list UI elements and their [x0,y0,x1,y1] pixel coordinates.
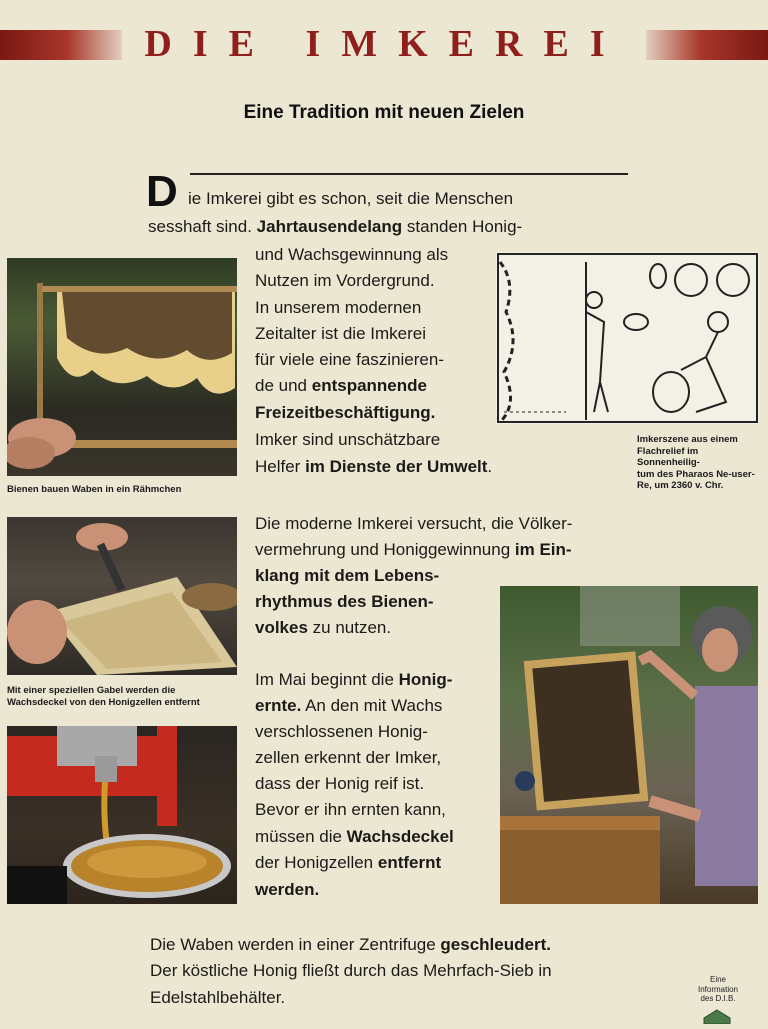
para2-line-1: Die moderne Imkerei versucht, die Völker- [255,514,573,533]
intro-emphasis: Jahrtausendelang [256,217,403,236]
intro-text: . [487,457,493,476]
page-title: DIE IMKEREI [144,23,626,65]
intro-line-5: In unserem modernen [255,298,422,317]
intro-text: sesshaft sind. [148,217,257,236]
caption-relief-line: Imkerszene aus einem [637,434,738,445]
photo-bees-frame [7,258,237,476]
relief-illustration [496,252,759,424]
para2-text: vermehrung und Honiggewinnung [255,540,515,559]
intro-line-4: Nutzen im Vordergrund. [255,271,435,290]
photo-centrifuge [7,726,237,904]
intro-text: Helfer [255,457,306,476]
para3-line-8 [255,850,441,876]
para2-line-3: klang mit dem Lebens- [255,566,440,585]
para3-line-6: Bevor er ihn ernten kann, [255,800,446,819]
intro-line-3: und Wachsgewinnung als [255,245,449,264]
beekeeper-illustration [500,586,758,904]
caption-relief-line: Re, um 2360 v. Chr. [637,480,724,491]
para3-line-5: dass der Honig reif ist. [255,774,425,793]
intro-emphasis: im Dienste der Umwelt [305,457,488,476]
intro-line-10: Imker sind unschätzbare [255,430,441,449]
intro-line-8 [255,373,427,399]
relief-drawing [496,252,759,424]
intro-line-6: Zeitalter ist die Imkerei [255,324,426,343]
para2-emphasis: volkes [255,618,308,637]
para3-emphasis: Honig- [398,670,453,689]
caption-relief-line: Flachrelief im Sonnenheilig- [637,445,700,468]
title-rule [190,173,628,175]
intro-line-11 [255,454,492,480]
page-subtitle: Eine Tradition mit neuen Zielen [243,102,525,123]
para3-line-1 [255,667,452,693]
drop-cap: D [146,167,178,216]
dib-note-line: Information [697,984,739,994]
para2-line-5 [255,615,391,641]
header-bar-right [646,30,768,60]
para3-emphasis: ernte. [255,696,302,715]
para4-line-2: Der köstliche Honig fließt durch das Mehrfach-Sieb in [150,961,552,980]
intro-line-1: ie Imkerei gibt es schon, seit die Menschen [188,189,514,208]
intro-line-7: für viele eine faszinieren- [255,350,444,369]
para3-emphasis: entfernt [377,853,442,872]
photo-beekeeper [500,586,758,904]
para3-line-9: werden. [255,880,320,899]
caption-uncapping-line: Mit einer speziellen Gabel werden die [7,685,176,696]
dib-note-line: Eine [709,975,726,984]
para3-line-3: verschlossenen Honig- [255,722,428,741]
header-bar-left [0,30,122,60]
para3-text: An den mit Wachs [301,696,443,715]
dib-logo-icon [702,1008,732,1024]
intro-line-2 [148,214,522,240]
caption-photo-bees: Bienen bauen Waben in ein Rähmchen [7,484,182,495]
para3-emphasis: Wachsdeckel [346,827,454,846]
para3-text: müssen die [255,827,347,846]
para4-line-3: Edelstahlbehälter. [150,988,286,1007]
caption-relief-line: tum des Pharaos Ne-user- [637,468,755,480]
intro-text: standen Honig- [402,217,523,236]
para2-line-2 [255,537,572,563]
para3-line-2 [255,693,442,719]
centrifuge-illustration [7,726,237,904]
caption-relief [637,434,763,492]
dib-note-line: des D.I.B. [700,994,736,1003]
para4-line-1 [150,932,551,958]
para3-line-4: zellen erkennt der Imker, [255,748,442,767]
para2-emphasis: im Ein- [514,540,572,559]
para3-text: der Honigzellen [255,853,378,872]
para2-line-4: rhythmus des Bienen- [255,592,434,611]
para3-line-7 [255,824,454,850]
para3-text: Im Mai beginnt die [255,670,399,689]
para4-emphasis: geschleudert. [440,935,551,954]
photo-uncapping [7,517,237,675]
caption-uncapping [7,685,200,708]
dib-note [690,975,746,1004]
bees-frame-illustration [7,258,237,476]
para2-text: zu nutzen. [307,618,392,637]
para4-text: Die Waben werden in einer Zentrifuge [150,935,441,954]
dib-logo-shape [702,1008,732,1024]
intro-emphasis: entspannende [311,376,427,395]
intro-line-9: Freizeitbeschäftigung. [255,403,436,422]
uncapping-illustration [7,517,237,675]
caption-uncapping-line: Wachsdeckel von den Honigzellen entfernt [7,696,200,708]
intro-text: de und [255,376,312,395]
